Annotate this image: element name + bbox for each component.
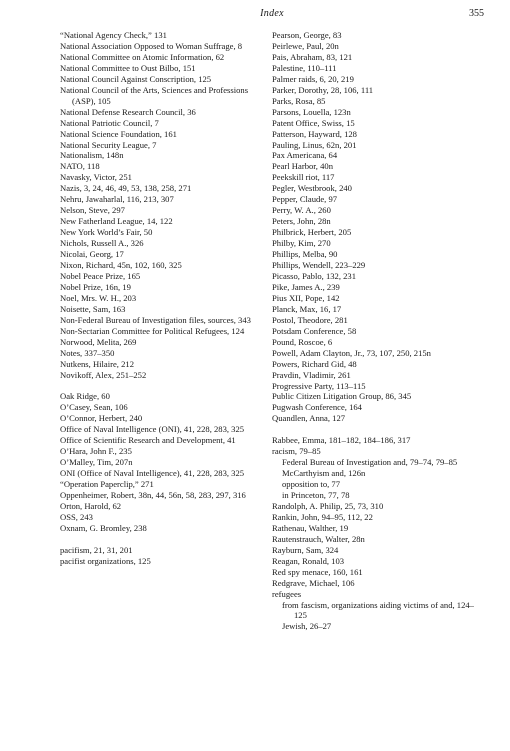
index-entry: Oak Ridge, 60: [60, 391, 110, 402]
index-entry: Powers, Richard Gid, 48: [272, 358, 357, 369]
index-entry: Non-Sectarian Committee for Political Refugees, 124: [60, 325, 245, 336]
index-entry: Pegler, Westbrook, 240: [272, 183, 352, 194]
index-entry: NATO, 118: [60, 161, 100, 172]
index-entry: National Science Foundation, 161: [60, 128, 177, 139]
index-entry: Noisette, Sam, 163: [60, 303, 126, 314]
index-entry: Pike, James A., 239: [272, 281, 340, 292]
index-entry: Philbrick, Herbert, 205: [272, 227, 352, 238]
index-entry: Non-Federal Bureau of Investigation files, sources, 343: [60, 314, 251, 325]
index-subentry: Federal Bureau of Investigation and, 79–74, 79–85: [282, 457, 458, 468]
index-entry: O’Hara, John F., 235: [60, 446, 132, 457]
page-number: 355: [469, 8, 484, 19]
index-entry: Palestine, 110–111: [272, 62, 337, 73]
index-entry: National Security League, 7: [60, 139, 157, 150]
index-entry: Philby, Kim, 270: [272, 238, 331, 249]
index-entry: Rankin, John, 94–95, 112, 22: [272, 511, 373, 522]
index-subentry: from fascism, organizations aiding victims of and, 124–125: [282, 599, 474, 621]
index-entry: Office of Scientific Research and Development, 41: [60, 435, 236, 446]
index-entry: Nichols, Russell A., 326: [60, 238, 144, 249]
index-entry: pacifist organizations, 125: [60, 555, 151, 566]
running-header: [60, 8, 484, 22]
index-entry: Pepper, Claude, 97: [272, 194, 338, 205]
index-entry: New Fatherland League, 14, 122: [60, 216, 173, 227]
index-entry: National Council of the Arts, Sciences and Professions (ASP), 105: [60, 84, 249, 106]
index-entry: Novikoff, Alex, 251–252: [60, 369, 147, 380]
section-gap: [60, 381, 260, 392]
index-entry: Public Citizen Litigation Group, 86, 345: [272, 391, 412, 402]
index-entry: Picasso, Pablo, 132, 231: [272, 270, 357, 281]
index-entry: Nicolai, Georg, 17: [60, 249, 124, 260]
index-entry: pacifism, 21, 31, 201: [60, 544, 133, 555]
index-entry: Powell, Adam Clayton, Jr., 73, 107, 250, 215n: [272, 347, 431, 358]
index-entry: Parker, Dorothy, 28, 106, 111: [272, 84, 374, 95]
index-entry: O’Casey, Sean, 106: [60, 402, 128, 413]
index-entry: Pearl Harbor, 40n: [272, 161, 333, 172]
index-entry: Nobel Peace Prize, 165: [60, 270, 141, 281]
index-entry: Pauling, Linus, 62n, 201: [272, 139, 357, 150]
index-entry: O’Connor, Herbert, 240: [60, 413, 143, 424]
index-entry: Palmer raids, 6, 20, 219: [272, 73, 354, 84]
index-entry: ONI (Office of Naval Intelligence), 41, 228, 283, 325: [60, 468, 245, 479]
index-entry: Pound, Roscoe, 6: [272, 336, 333, 347]
index-entry: Pais, Abraham, 83, 121: [272, 51, 353, 62]
index-column-left: [60, 30, 260, 567]
index-entry: “Operation Paperclip,” 271: [60, 479, 154, 490]
index-entry: OSS, 243: [60, 511, 93, 522]
index-entry: National Association Opposed to Woman Suffrage, 8: [60, 40, 243, 51]
index-entry: Notes, 337–350: [60, 347, 115, 358]
index-entry: Phillips, Melba, 90: [272, 249, 338, 260]
index-entry: Pax Americana, 64: [272, 150, 338, 161]
index-entry: Peters, John, 28n: [272, 216, 331, 227]
index-entry: Parks, Rosa, 85: [272, 95, 326, 106]
index-entry: Quandlen, Anna, 127: [272, 413, 346, 424]
index-entry: Orton, Harold, 62: [60, 500, 122, 511]
index-entry: racism, 79–85: [272, 446, 321, 457]
index-entry: National Committee on Atomic Information, 62: [60, 51, 225, 62]
section-gap: [272, 424, 484, 435]
index-entry: Pugwash Conference, 164: [272, 402, 362, 413]
index-entry: Peirlewe, Paul, 20n: [272, 40, 339, 51]
index-entry: Nelson, Steve, 297: [60, 205, 125, 216]
index-entry: “National Agency Check,” 131: [60, 30, 167, 40]
index-entry: Planck, Max, 16, 17: [272, 303, 342, 314]
index-entry: Progressive Party, 113–115: [272, 380, 366, 391]
index-entry: Rautenstrauch, Walter, 28n: [272, 533, 365, 544]
index-entry: Nixon, Richard, 45n, 102, 160, 325: [60, 260, 182, 271]
index-entry: Peekskill riot, 117: [272, 172, 335, 183]
index-entry: National Council Against Conscription, 125: [60, 73, 212, 84]
index-entry: Norwood, Melita, 269: [60, 336, 137, 347]
index-entry: Nutkens, Hilaire, 212: [60, 358, 134, 369]
index-entry: Randolph, A. Philip, 25, 73, 310: [272, 500, 384, 511]
index-subentry: McCarthyism and, 126n: [282, 468, 366, 479]
index-entry: Oppenheimer, Robert, 38n, 44, 56n, 58, 283, 297, 316: [60, 489, 246, 500]
index-entry: Parsons, Louella, 123n: [272, 106, 351, 117]
index-entry: Nobel Prize, 16n, 19: [60, 281, 131, 292]
index-subentry: Jewish, 26–27: [282, 621, 332, 632]
index-entry: New York World’s Fair, 50: [60, 227, 153, 238]
index-entry: Postol, Theodore, 281: [272, 314, 348, 325]
index-entry: Red spy menace, 160, 161: [272, 566, 363, 577]
index-entry: Rabbee, Emma, 181–182, 184–186, 317: [272, 435, 411, 446]
index-entry: Pius XII, Pope, 142: [272, 292, 340, 303]
index-entry: Rayburn, Sam, 324: [272, 544, 339, 555]
index-entry: Pravdin, Vladimir, 261: [272, 369, 351, 380]
index-entry: Reagan, Ronald, 103: [272, 555, 345, 566]
index-entry: Noel, Mrs. W. H., 203: [60, 292, 137, 303]
index-entry: Phillips, Wendell, 223–229: [272, 260, 366, 271]
index-entry: Perry, W. A., 260: [272, 205, 331, 216]
index-entry: Patterson, Hayward, 128: [272, 128, 357, 139]
index-entry: Pearson, George, 83: [272, 30, 342, 40]
index-entry: Nationalism, 148n: [60, 150, 124, 161]
index-subentry: in Princeton, 77, 78: [282, 489, 350, 500]
index-entry: Nehru, Jawaharlal, 116, 213, 307: [60, 194, 174, 205]
index-entry: Potsdam Conference, 58: [272, 325, 357, 336]
index-entry: National Patriotic Council, 7: [60, 117, 159, 128]
index-entry: National Defense Research Council, 36: [60, 106, 196, 117]
index-entry: O’Malley, Tim, 207n: [60, 457, 133, 468]
index-entry: Oxnam, G. Bromley, 238: [60, 522, 147, 533]
section-gap: [60, 534, 260, 545]
index-entry: Navasky, Victor, 251: [60, 172, 132, 183]
running-title: Index: [260, 8, 284, 19]
index-entry: refugees: [272, 588, 302, 599]
index-column-right: [272, 30, 484, 632]
index-entry: Nazis, 3, 24, 46, 49, 53, 138, 258, 271: [60, 183, 192, 194]
index-entry: Office of Naval Intelligence (ONI), 41, 228, 283, 325: [60, 424, 245, 435]
index-entry: Redgrave, Michael, 106: [272, 577, 355, 588]
index-entry: National Committee to Oust Bilbo, 151: [60, 62, 196, 73]
index-entry: Patent Office, Swiss, 15: [272, 117, 355, 128]
index-subentry: opposition to, 77: [282, 479, 341, 490]
index-entry: Rathenau, Walther, 19: [272, 522, 349, 533]
